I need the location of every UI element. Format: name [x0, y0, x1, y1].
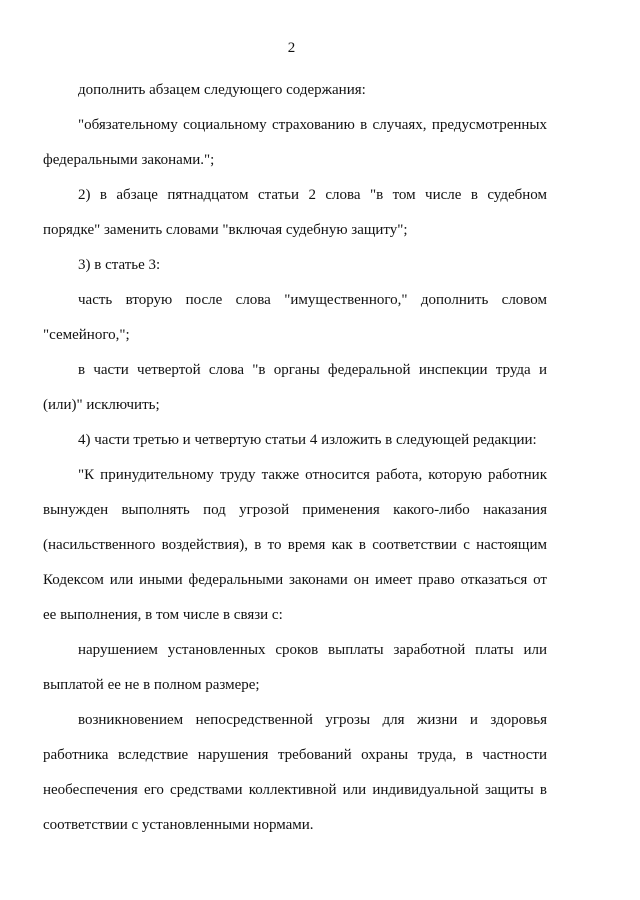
paragraph-8 [43, 458, 547, 633]
text-line: "К принудительному труду также относится работа, которую работник [78, 467, 547, 483]
text-line: "семейного,"; [43, 327, 130, 343]
paragraph-9 [43, 633, 547, 703]
paragraph-6 [43, 353, 547, 423]
paragraph-1 [43, 73, 547, 108]
paragraph-10 [43, 703, 547, 843]
text-line: 3) в статье 3: [78, 257, 161, 273]
text-line: (или)" исключить; [43, 397, 160, 413]
text-line: дополнить абзацем следующего содержания: [78, 82, 366, 98]
paragraph-2 [43, 108, 547, 178]
text-line: необеспечения его средствами коллективной или индивидуальной защиты в [43, 782, 547, 798]
text-line: 2) в абзаце пятнадцатом статьи 2 слова "в том числе в судебном [78, 187, 547, 203]
text-line: ее выполнения, в том числе в связи с: [43, 607, 283, 623]
text-line: вынужден выполнять под угрозой применения какого-либо наказания [43, 502, 547, 518]
text-line: порядке" заменить словами "включая судебную защиту"; [43, 222, 408, 238]
text-line: (насильственного воздействия), в то время как в соответствии с настоящим [43, 537, 547, 553]
paragraph-4 [43, 248, 547, 283]
text-line: выплатой ее не в полном размере; [43, 677, 260, 693]
page-number: 2 [287, 40, 296, 56]
text-line: возникновением непосредственной угрозы для жизни и здоровья [78, 712, 547, 728]
text-line: соответствии с установленными нормами. [43, 817, 314, 833]
text-line: нарушением установленных сроков выплаты заработной платы или [78, 642, 547, 658]
text-line: часть вторую после слова "имущественного," дополнить словом [78, 292, 547, 308]
document-body [43, 73, 547, 843]
paragraph-5 [43, 283, 547, 353]
text-line: работника вследствие нарушения требований охраны труда, в частности [43, 747, 547, 763]
text-line: "обязательному социальному страхованию в случаях, предусмотренных [78, 117, 547, 133]
text-line: федеральными законами."; [43, 152, 215, 168]
paragraph-7 [43, 423, 547, 458]
text-line: в части четвертой слова "в органы федеральной инспекции труда и [78, 362, 547, 378]
text-line: Кодексом или иными федеральными законами он имеет право отказаться от [43, 572, 547, 588]
text-line: 4) части третью и четвертую статьи 4 изложить в следующей редакции: [78, 432, 537, 448]
paragraph-3 [43, 178, 547, 248]
